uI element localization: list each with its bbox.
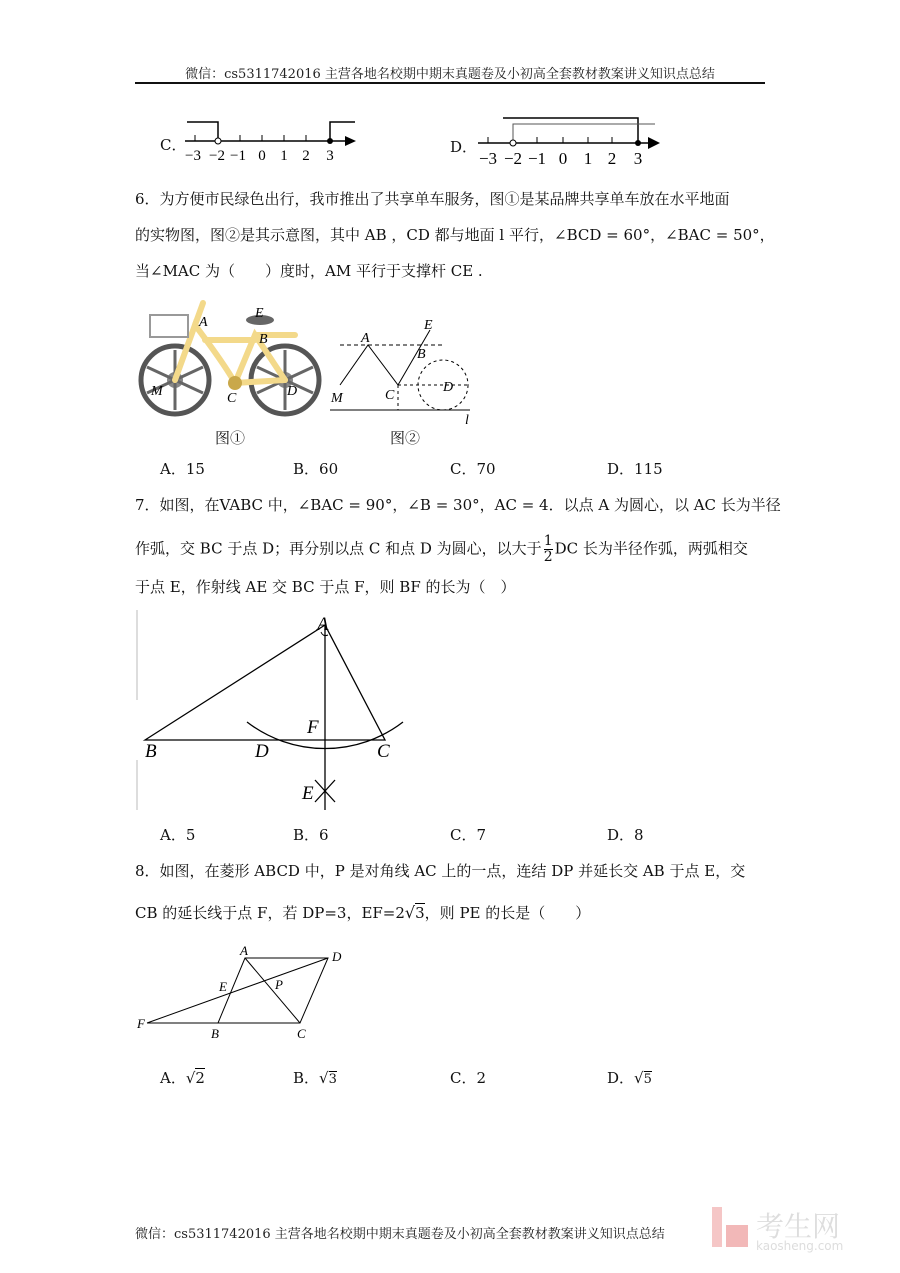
option-value: 2 xyxy=(476,1069,487,1087)
option-prefix: D． xyxy=(607,1069,635,1087)
fig2-caption: 图② xyxy=(390,429,421,447)
tick-label: 1 xyxy=(583,149,593,168)
q6-text-line2: 的实物图，图②是其示意图，其中 AB ，CD 都与地面 l 平行，∠BCD = 60°，∠BAC = 50°， xyxy=(135,226,775,244)
label-e: E xyxy=(219,979,227,994)
rhombus-figure xyxy=(135,943,355,1043)
q7-option-a[interactable]: A．5 xyxy=(160,826,196,844)
q7-text-line1: 7．如图，在VABC 中，∠BAC = 90°，∠B = 30°，AC = 4．以点 A 为圆心，以 AC 长为半径 xyxy=(135,496,781,514)
page-header: 微信：cs5311742016 主营各地名校期中期末真题卷及小初高全套教材教案讲义知识点总结 xyxy=(185,67,715,82)
frac-den: 2 xyxy=(543,549,553,565)
sqrt-radicand: 3 xyxy=(328,1072,337,1087)
q8-option-b[interactable] xyxy=(293,1067,337,1088)
fig1-label-e: E xyxy=(255,306,264,321)
option-prefix: A． xyxy=(160,1069,186,1087)
sqrt-sign: √ xyxy=(185,1069,196,1087)
q7-option-d[interactable]: D．8 xyxy=(607,826,644,844)
tick-label: 3 xyxy=(326,148,334,164)
q8-option-d[interactable] xyxy=(607,1067,652,1088)
fig2-label-l: l xyxy=(465,413,469,428)
fig1-label-d: D xyxy=(287,384,298,399)
label-p: P xyxy=(275,977,283,992)
logo-mark-icon xyxy=(712,1207,722,1247)
sqrt-sign: √ xyxy=(319,1069,329,1087)
label-a: A xyxy=(317,614,329,635)
label-d: D xyxy=(332,949,342,964)
tick-label: −2 xyxy=(209,148,225,164)
q8-line2-part2: ，则 PE 的长是（ ） xyxy=(424,904,591,922)
tick-label: 1 xyxy=(280,148,288,164)
option-c-label: C． xyxy=(160,136,187,154)
tick-label: −2 xyxy=(503,149,523,168)
option-prefix: B． xyxy=(293,1069,320,1087)
fig2-label-d: D xyxy=(443,380,454,395)
label-f: F xyxy=(307,717,319,738)
sqrt-radicand: 3 xyxy=(415,904,425,922)
option-d-label: D． xyxy=(450,138,478,156)
sqrt-radicand: 5 xyxy=(643,1072,652,1087)
label-c: C xyxy=(297,1026,306,1041)
label-c: C xyxy=(377,741,390,762)
kaosheng-logo xyxy=(712,1205,882,1255)
tick-label: −3 xyxy=(185,148,201,164)
fraction-half xyxy=(544,534,553,565)
q6-text-line1: 6．为方便市民绿色出行，我市推出了共享单车服务，图①是某品牌共享单车放在水平地面 xyxy=(135,190,730,208)
q6-text-line3: 当∠MAC 为（ ）度时，AM 平行于支撑杆 CE . xyxy=(135,262,483,280)
sqrt-sign: √ xyxy=(634,1069,644,1087)
logo-cn-text: 考生网 xyxy=(756,1210,841,1243)
q8-text-line1: 8．如图，在菱形 ABCD 中，P 是对角线 AC 上的一点，连结 DP 并延长交 AB 于点 E，交 xyxy=(135,862,746,880)
tick-label: 0 xyxy=(258,148,266,164)
fig2-label-m: M xyxy=(331,391,343,406)
fig1-caption: 图① xyxy=(215,429,246,447)
sqrt-sign: √ xyxy=(404,903,416,922)
bike-diagram xyxy=(325,310,485,430)
q7-text-line3: 于点 E，作射线 AE 交 BC 于点 F，则 BF 的长为（ ） xyxy=(135,578,516,596)
q7-text-line2 xyxy=(135,534,748,565)
tick-label: 2 xyxy=(607,149,617,168)
q6-option-b[interactable]: B．60 xyxy=(293,460,339,478)
q8-option-c[interactable] xyxy=(450,1067,486,1088)
tick-label: 3 xyxy=(633,149,643,168)
label-e: E xyxy=(302,783,314,804)
label-f: F xyxy=(137,1016,145,1031)
q8-text-line2 xyxy=(135,902,590,923)
tick-label: −3 xyxy=(478,149,498,168)
fig1-label-b: B xyxy=(259,332,268,347)
tick-label: 0 xyxy=(558,149,568,168)
q6-option-c[interactable]: C．70 xyxy=(450,460,496,478)
q7-line2-part2: DC 长为半径作弧，两弧相交 xyxy=(554,539,748,558)
q8-line2-part1: CB 的延长线于点 F，若 DP=3，EF=2 xyxy=(135,904,405,922)
logo-en-text: kaosheng.com xyxy=(756,1239,844,1253)
bike-photo xyxy=(135,295,325,420)
fig2-label-b: B xyxy=(417,347,426,362)
header-divider xyxy=(135,82,765,84)
label-b: B xyxy=(211,1026,219,1041)
tick-label: 2 xyxy=(302,148,310,164)
fig2-label-e: E xyxy=(424,318,433,333)
fig2-label-a: A xyxy=(361,331,370,346)
tick-label: −1 xyxy=(230,148,246,164)
label-b: B xyxy=(145,741,157,762)
label-d: D xyxy=(255,741,269,762)
logo-mark-block xyxy=(726,1225,748,1247)
sqrt-radicand: 2 xyxy=(195,1069,205,1087)
fig1-label-a: A xyxy=(199,315,208,330)
q8-option-a[interactable] xyxy=(160,1067,205,1088)
frac-num: 1 xyxy=(543,533,553,549)
q7-line2-part1: 作弧，交 BC 于点 D；再分别以点 C 和点 D 为圆心，以大于 xyxy=(135,539,542,558)
q6-option-d[interactable]: D．115 xyxy=(607,460,663,478)
fig2-label-c: C xyxy=(385,388,395,403)
q7-option-b[interactable]: B．6 xyxy=(293,826,329,844)
fig1-label-m: M xyxy=(151,384,163,399)
option-prefix: C． xyxy=(450,1069,477,1087)
q6-option-a[interactable]: A．15 xyxy=(160,460,205,478)
triangle-figure xyxy=(135,605,415,815)
number-line-c xyxy=(180,110,370,170)
tick-label: −1 xyxy=(527,149,547,168)
q7-option-c[interactable]: C．7 xyxy=(450,826,487,844)
label-a: A xyxy=(240,943,248,958)
page-footer: 微信：cs5311742016 主营各地名校期中期末真题卷及小初高全套教材教案讲义知识点总结 xyxy=(135,1227,665,1242)
fig1-label-c: C xyxy=(227,391,237,406)
number-line-d xyxy=(472,110,672,172)
